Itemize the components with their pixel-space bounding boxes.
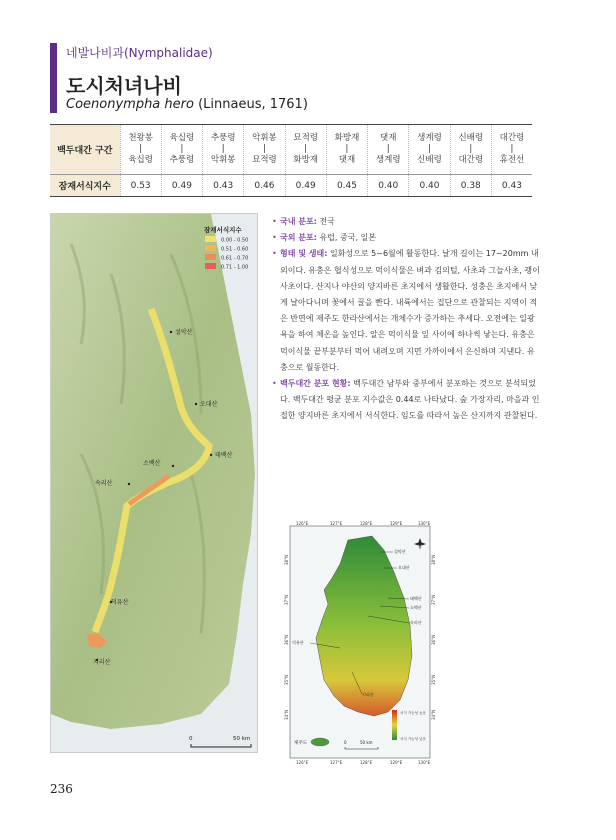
legend-swatch	[205, 254, 216, 260]
segment-cell: 대간령 | 휴전선	[491, 125, 532, 175]
segment-cell: 추풍령 | 악휘봉	[203, 125, 244, 175]
svg-text:38°N: 38°N	[431, 554, 436, 565]
place-label: 지리산	[93, 659, 111, 666]
jeju-label: 제주도	[294, 741, 308, 746]
index-cell: 0.49	[161, 175, 202, 197]
segment-row	[50, 125, 532, 175]
legend-swatch	[205, 236, 216, 242]
segment-cell: 생계령 | 신배령	[409, 125, 450, 175]
svg-text:128°E: 128°E	[360, 521, 373, 526]
segment-cell: 댓재 | 생계령	[368, 125, 409, 175]
bullet-icon: •	[272, 233, 277, 243]
domestic-distribution: • 국내 분포: 전국	[272, 214, 540, 230]
legend-swatch	[205, 245, 216, 251]
bullet-icon: •	[272, 379, 277, 389]
svg-text:129°E: 129°E	[390, 760, 403, 765]
svg-text:설악산: 설악산	[394, 549, 406, 554]
place-label: 속리산	[95, 480, 113, 487]
legend-label: 0.61 - 0.70	[221, 255, 249, 262]
svg-text:34°N: 34°N	[284, 709, 289, 720]
habitat-map-svg	[51, 214, 258, 753]
segment-cell: 묘적령 | 화방재	[285, 125, 326, 175]
place-label: 소백산	[143, 460, 161, 467]
legend-swatch	[205, 263, 216, 269]
svg-text:속리산: 속리산	[410, 620, 422, 625]
scientific-binomial: Coenonympha hero	[66, 97, 194, 112]
index-cell: 0.38	[450, 175, 491, 197]
index-cell: 0.49	[285, 175, 326, 197]
baekdudaegan-habitat-map	[50, 213, 258, 753]
place-label: 오대산	[200, 401, 218, 408]
family-name: 네발나비과(Nymphalidae)	[66, 46, 213, 60]
baekdudaegan-status: • 백두대간 분포 현황: 백두대간 남부와 중부에서 분포하는 것으로 분석되었다. 백두대간 평균 분포 지수값은 0.44로 나타났다. 숲 가장자리, 마을과 인접한 양지바른 초지에서 서식한다. 임도를 따라서 높은 산지까지 관찰된다.	[272, 376, 540, 425]
segment-row-header: 백두대간 구간	[50, 125, 120, 175]
index-cell: 0.40	[409, 175, 450, 197]
legend-high: 서식 가능성 높음	[400, 711, 426, 715]
foreign-distribution: • 국외 분포: 유럽, 중국, 일본	[272, 230, 540, 246]
place-label: 태백산	[215, 452, 233, 459]
svg-text:50 km: 50 km	[360, 740, 373, 745]
svg-text:오대산: 오대산	[398, 565, 410, 570]
svg-text:126°E: 126°E	[296, 521, 309, 526]
svg-text:35°N: 35°N	[431, 674, 436, 685]
segment-cell: 화방재 | 댓재	[326, 125, 367, 175]
species-description	[272, 214, 540, 425]
legend-label: 0.00 - 0.50	[221, 237, 249, 244]
svg-text:35°N: 35°N	[284, 674, 289, 685]
svg-text:37°N: 37°N	[284, 594, 289, 605]
legend	[204, 225, 248, 271]
svg-text:36°N: 36°N	[284, 634, 289, 645]
species-korean-name: 도시처녀나비	[66, 74, 182, 98]
segment-cell: 육십령 | 추풍령	[161, 125, 202, 175]
svg-text:127°E: 127°E	[330, 760, 343, 765]
segment-cell: 신배령 | 대간령	[450, 125, 491, 175]
svg-text:37°N: 37°N	[431, 594, 436, 605]
svg-text:34°N: 34°N	[431, 709, 436, 720]
legend-label: 0.51 - 0.60	[221, 246, 249, 253]
land-relief	[51, 214, 255, 729]
bullet-icon: •	[272, 217, 277, 226]
svg-text:130°E: 130°E	[418, 521, 431, 526]
index-cell: 0.43	[203, 175, 244, 197]
legend-label: 0.71 - 1.00	[221, 264, 249, 271]
segment-cell: 천왕봉 | 육십령	[120, 125, 161, 175]
svg-text:36°N: 36°N	[431, 634, 436, 645]
index-row-header: 잠재서식지수	[50, 175, 120, 197]
index-cell: 0.43	[491, 175, 532, 197]
svg-text:130°E: 130°E	[418, 760, 431, 765]
national-habitat-map	[280, 520, 440, 765]
svg-text:129°E: 129°E	[390, 521, 403, 526]
svg-text:0: 0	[344, 740, 347, 745]
place-label: 설악산	[175, 329, 193, 336]
svg-text:소백산: 소백산	[410, 605, 422, 610]
baekdudaegan-index-table	[50, 124, 532, 197]
svg-text:38°N: 38°N	[284, 554, 289, 565]
segment-cell: 악휘봉 | 묘적령	[244, 125, 285, 175]
index-cell: 0.45	[326, 175, 367, 197]
svg-text:덕유산: 덕유산	[292, 640, 304, 645]
bullet-icon: •	[272, 249, 277, 259]
svg-text:128°E: 128°E	[360, 760, 373, 765]
index-cell: 0.46	[244, 175, 285, 197]
species-scientific-name	[66, 97, 308, 112]
place-label: 덕유산	[111, 599, 129, 606]
national-map-svg	[280, 520, 440, 765]
svg-text:태백산: 태백산	[410, 596, 422, 601]
legend-title: 잠재서식지수	[204, 226, 242, 234]
svg-text:지리산: 지리산	[362, 692, 374, 697]
morphology-ecology: • 형태 및 생태: 일화성으로 5~6월에 활동한다. 날개 길이는 17~20mm 내외이다. 유충은 협식성으로 먹이식물은 벼과 김의털, 사초과 그늘사초, 괭이사초이다. 산지나 야산의 양지바른 초지에서 생활한다. 성충은 초지에서 낮게 날아다니며 꽃에서 꿀을 빤다. 내륙에서는 집단으로 관찰되는 지역이 적은 반면에 제주도 한라산에서는 개체수가 증가하는 추세다. 오전에는 일광욕을 하여 체온을 높인다. 알은 먹이식물 잎 사이에 하나씩 낳는다. 유충은 먹이식물 끝부분부터 먹어 내려오며 지면 가까이에서 은신하며 지낸다. 유충으로 월동한다.	[272, 246, 540, 376]
index-row	[50, 175, 532, 197]
scale-zero: 0	[189, 736, 193, 742]
index-cell: 0.53	[120, 175, 161, 197]
scale-label: 50 km	[233, 736, 251, 742]
svg-text:127°E: 127°E	[330, 521, 343, 526]
title-accent-bar	[50, 43, 57, 113]
index-cell: 0.40	[368, 175, 409, 197]
legend-low: 서식 가능성 낮음	[400, 737, 426, 741]
page-number: 236	[50, 782, 73, 796]
scientific-author: (Linnaeus, 1761)	[193, 97, 308, 112]
jeju-island	[311, 738, 329, 746]
svg-text:126°E: 126°E	[296, 760, 309, 765]
